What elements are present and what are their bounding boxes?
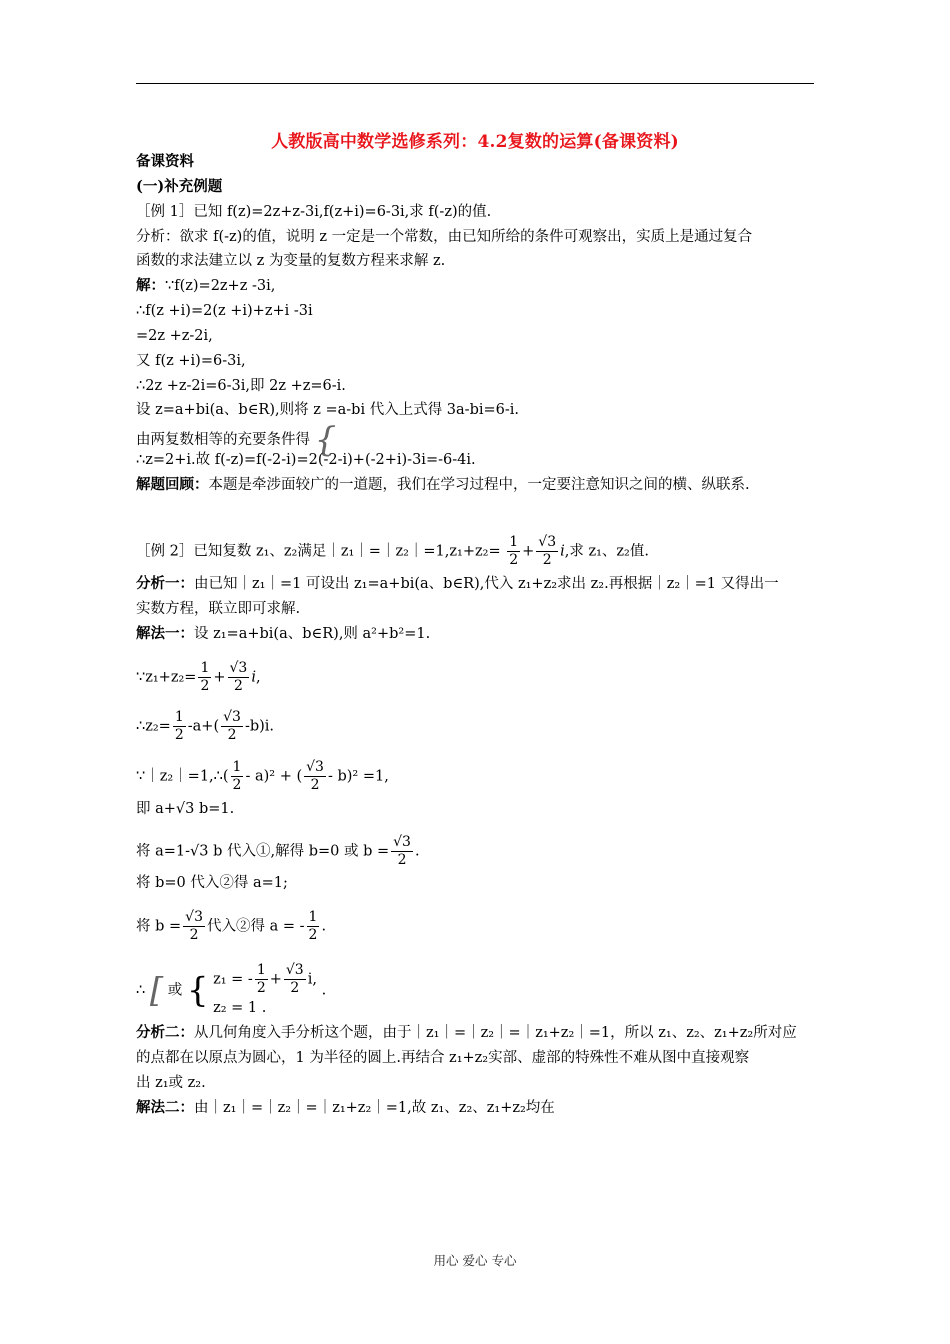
analysis-one-line-1 xyxy=(136,574,779,594)
section-heading: 备课资料 xyxy=(136,153,194,170)
solution-line-8: ∴z=2+i.故 f(-z)=f(-2-i)=2(-2-i)+(-2+i)-3i=-6-4i. xyxy=(136,452,476,468)
analysis-line-1: 分析：欲求 f(-z)的值，说明 z 一定是一个常数，由已知所给的条件可观察出，实质上是通过复合 xyxy=(136,229,753,245)
method-one-label: 解法一： xyxy=(136,625,194,642)
solution-line-5: ∴2z +z-2i=6-3i,即 2z +z=6-i. xyxy=(136,378,346,394)
method-one-line-4 xyxy=(136,759,389,794)
analysis-line-2: 函数的求法建立以 z 为变量的复数方程来求解 z. xyxy=(136,253,446,269)
fraction-half: $\frac{1}{2}$ xyxy=(256,962,266,996)
method-text: 将 a=1-√3 b 代入①,解得 b=0 或 b = xyxy=(136,843,390,860)
method-one-line-1 xyxy=(136,624,430,644)
method-text: ∵z₁+z₂= xyxy=(136,669,197,686)
brace-icon: { xyxy=(314,420,337,460)
method-text: , xyxy=(255,669,261,686)
fraction-sqrt3-half: $\frac{√3}{2}$ xyxy=(285,962,304,996)
solution-system xyxy=(213,962,317,1019)
method-two-label: 解法二： xyxy=(136,1099,194,1116)
system-text: i, xyxy=(307,971,317,988)
fraction-half: $\frac{1}{2}$ xyxy=(174,709,184,743)
brace-icon: { xyxy=(186,970,209,1011)
method-text: ∴z₂= xyxy=(136,718,171,735)
method-one-line-5: 即 a+√3 b=1. xyxy=(136,801,235,817)
solution-line-6: 设 z=a+bi(a、b∈R),则将 z =a-bi 代入上式得 3a-bi=6-i. xyxy=(136,402,520,418)
system-text: + xyxy=(269,971,282,988)
method-text: . xyxy=(321,982,327,999)
analysis-two-line-1 xyxy=(136,1023,797,1043)
method-text: - b)² =1, xyxy=(327,768,389,785)
example-2-statement: ［例 2］已知复数 z₁、z₂满足｜z₁｜=｜z₂｜=1,z₁+z₂= $\frac{1}{2}$ + $\frac{√3}{2}$ i,求 z₁、z₂值. xyxy=(136,534,649,568)
solution-line-2: ∴f(z +i)=2(z +i)+z+i -3i xyxy=(136,303,313,319)
fraction-half: $\frac{1}{2}$ xyxy=(232,759,242,793)
imag-unit: i xyxy=(251,669,256,686)
analysis-two-line-2: 的点都在以原点为圆心，1 为半径的圆上.再结合 z₁+z₂实部、虚部的特殊性不难从图中直接观察 xyxy=(136,1050,750,1066)
system-text: z₁ = - xyxy=(213,971,253,988)
imag-unit: i xyxy=(560,543,565,560)
header-rule xyxy=(136,83,814,84)
method-text: 或 xyxy=(167,982,183,999)
fraction-half: $\frac{1}{2}$ xyxy=(509,534,519,568)
method-one-line-2: ∵z₁+z₂= $\frac{1}{2}$ + $\frac{√3}{2}$ i, xyxy=(136,660,261,694)
analysis-two-line-3: 出 z₁或 z₂. xyxy=(136,1075,206,1091)
method-text: . xyxy=(414,843,420,860)
method-text: ∴ xyxy=(136,982,146,999)
review-line xyxy=(136,475,750,495)
analysis-one-text: 由已知｜z₁｜=1 可设出 z₁=a+bi(a、b∈R),代入 z₁+z₂求出 z₂.再根据｜z₂｜=1 又得出一 xyxy=(194,576,779,592)
fraction-sqrt3-half: $\frac{√3}{2}$ xyxy=(538,534,557,568)
analysis-one-label: 分析一： xyxy=(136,575,194,592)
example-2-tail: ,求 z₁、z₂值. xyxy=(564,543,649,560)
example-2-text: ［例 2］已知复数 z₁、z₂满足｜z₁｜=｜z₂｜=1,z₁+z₂= xyxy=(136,543,501,560)
solution-text: 由两复数相等的充要条件得 xyxy=(136,432,310,448)
fraction-half: $\frac{1}{2}$ xyxy=(308,909,318,943)
method-one-line-8 xyxy=(136,909,326,944)
method-text: ∵｜z₂｜=1,∴( xyxy=(136,768,229,785)
method-one-line-9 xyxy=(136,962,326,1019)
method-one-line-7: 将 b=0 代入②得 a=1; xyxy=(136,875,288,891)
method-text: - a)² + ( xyxy=(245,768,303,785)
solution-line-3: =2z +z-2i, xyxy=(136,328,213,344)
method-text: 代入②得 a = - xyxy=(206,918,305,935)
solution-line-1 xyxy=(136,276,275,296)
method-two-text: 由｜z₁｜=｜z₂｜=｜z₁+z₂｜=1,故 z₁、z₂、z₁+z₂均在 xyxy=(194,1100,555,1116)
analysis-two-text: 从几何角度入手分析这个题，由于｜z₁｜=｜z₂｜=｜z₁+z₂｜=1，所以 z₁、z₂、z₁+z₂所对应 xyxy=(194,1025,797,1041)
method-one-text: 设 z₁=a+bi(a、b∈R),则 a²+b²=1. xyxy=(194,626,431,642)
review-label: 解题回顾： xyxy=(136,476,209,493)
fraction-half: $\frac{1}{2}$ xyxy=(200,660,210,694)
subsection-heading: (一)补充例题 xyxy=(136,178,223,195)
system-row-1 xyxy=(213,962,317,997)
method-text: . xyxy=(321,918,327,935)
fraction-sqrt3-half: $\frac{√3}{2}$ xyxy=(393,834,411,868)
analysis-one-line-2: 实数方程，联立即可求解. xyxy=(136,601,301,617)
page-footer: 用心 爱心 专心 xyxy=(433,1253,517,1268)
method-two-line-1 xyxy=(136,1098,555,1118)
solution-text: ∵f(z)=2z+z -3i, xyxy=(165,278,276,294)
solution-label: 解： xyxy=(136,277,165,294)
method-text: -a+( xyxy=(187,718,220,735)
method-text: -b)i. xyxy=(244,718,275,735)
solution-line-4: 又 f(z +i)=6-3i, xyxy=(136,353,246,369)
fraction-sqrt3-half: $\frac{√3}{2}$ xyxy=(223,709,241,743)
method-one-line-3 xyxy=(136,709,274,744)
fraction-sqrt3-half: $\frac{√3}{2}$ xyxy=(185,909,203,943)
fraction-sqrt3-half: $\frac{√3}{2}$ xyxy=(229,660,248,694)
system-row-2: z₂ = 1 . xyxy=(213,1000,267,1016)
document-title: 人教版高中数学选修系列：4.2复数的运算(备课资料) xyxy=(271,132,679,152)
example-1-statement: ［例 1］已知 f(z)=2z+z-3i,f(z+i)=6-3i,求 f(-z)的值. xyxy=(136,204,492,220)
brace-icon: [ xyxy=(149,970,164,1011)
analysis-two-label: 分析二： xyxy=(136,1024,194,1041)
fraction-sqrt3-half: $\frac{√3}{2}$ xyxy=(306,759,324,793)
method-one-line-6 xyxy=(136,834,420,869)
review-text: 本题是牵涉面较广的一道题，我们在学习过程中，一定要注意知识之间的横、纵联系. xyxy=(208,477,750,493)
method-text: 将 b = xyxy=(136,918,182,935)
